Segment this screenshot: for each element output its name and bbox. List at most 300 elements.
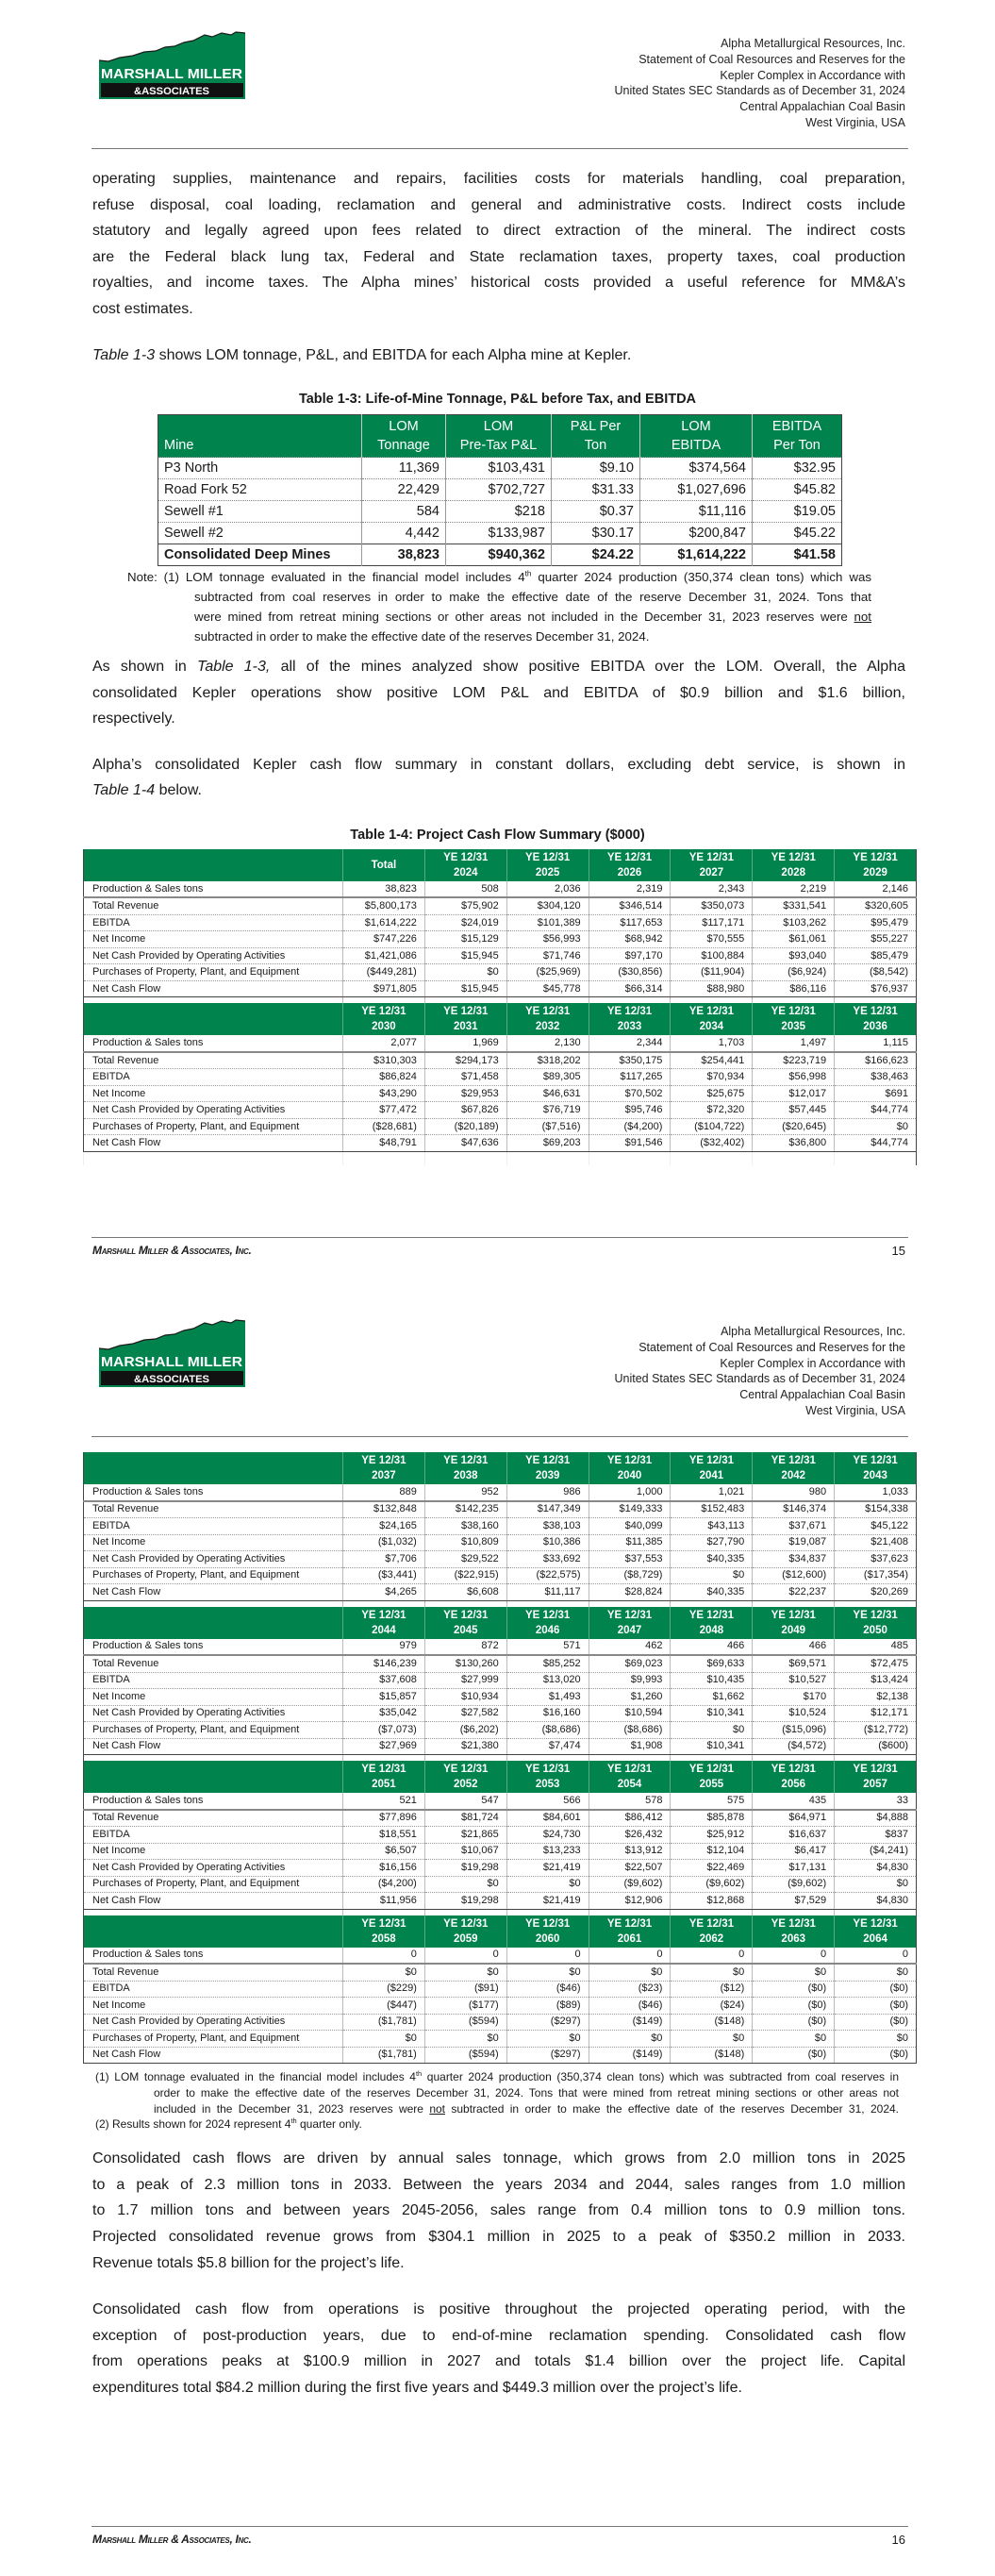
value-cell: $11,956: [343, 1893, 425, 1910]
value-cell: $84,601: [506, 1810, 589, 1827]
table-row: [84, 1052, 917, 1069]
header-line: 2045: [453, 1624, 478, 1636]
text-line: [92, 2172, 905, 2199]
page-16-body-flow: [0, 1452, 995, 2401]
row-label: Net Cash Provided by Operating Activities: [84, 1551, 343, 1568]
value-cell: ($4,572): [753, 1738, 835, 1755]
value-cell: $77,472: [343, 1102, 425, 1119]
header-line: YE 12/31: [771, 1455, 816, 1466]
value-cell: 575: [671, 1793, 753, 1810]
value-cell: $0: [835, 2031, 917, 2048]
value-cell: ($12,772): [835, 1722, 917, 1739]
row-label: Net Cash Flow: [84, 980, 343, 997]
value-cell: $166,623: [835, 1052, 917, 1069]
text-segment: subtracted from coal reserves in order to make the effective date of the reserve December 31, 2024. Tons that: [194, 590, 871, 604]
header-line: YE 12/31: [361, 1006, 406, 1018]
value-cell: ($0): [835, 2014, 917, 2031]
header-line: LOM: [483, 419, 514, 434]
paragraph-sales-tonnage: [92, 2146, 905, 2276]
value-cell: $318,202: [506, 1052, 589, 1069]
header-line: 2028: [781, 866, 806, 878]
value-cell: $88,980: [671, 980, 753, 997]
table-row: [84, 1998, 917, 2015]
period-header: [506, 1761, 589, 1793]
value-cell: $218: [446, 501, 552, 523]
value-cell: $45,778: [506, 980, 589, 997]
value-cell: $1,908: [589, 1738, 671, 1755]
empty-cell: [84, 1151, 343, 1165]
value-cell: $346,514: [589, 897, 671, 914]
period-header: [753, 1915, 835, 1948]
value-cell: $0: [671, 1722, 753, 1739]
text-segment: Consolidated cash flows are driven by annual sales tonnage, which grows from 2.0 million tons in 2025: [92, 2150, 905, 2167]
value-cell: $0: [753, 2031, 835, 2048]
header-line: 2038: [453, 1470, 478, 1481]
column-header: [552, 415, 640, 458]
header-line: West Virginia, USA: [805, 115, 905, 129]
value-cell: $38,103: [506, 1518, 589, 1535]
text-line: [92, 270, 905, 296]
value-cell: $6,507: [343, 1843, 425, 1860]
value-cell: ($20,645): [753, 1118, 835, 1135]
table-row: [84, 964, 917, 981]
value-cell: $75,902: [424, 897, 506, 914]
value-cell: $89,305: [506, 1069, 589, 1086]
text-segment: order to make the effective date of the reserves December 31, 2024. Tons that were mined from retreat mining sections or other areas not: [154, 2085, 899, 2099]
header-line: YE 12/31: [361, 1764, 406, 1775]
value-cell: $170: [753, 1689, 835, 1706]
header-line: 2049: [781, 1624, 806, 1636]
value-cell: $4,265: [343, 1584, 425, 1601]
total-value: $41.58: [753, 544, 842, 566]
value-cell: $22,507: [589, 1860, 671, 1877]
header-line: YE 12/31: [361, 1917, 406, 1930]
header-line: YE 12/31: [443, 851, 489, 863]
row-label: Purchases of Property, Plant, and Equipment: [84, 1876, 343, 1893]
value-cell: $133,987: [446, 523, 552, 544]
row-label-header: [84, 1761, 343, 1793]
text-segment: quarter 2024 production (350,374 clean tons) which was subtracted from coal reserves in: [422, 2070, 899, 2083]
header-line: 2054: [617, 1779, 642, 1790]
row-label: Net Cash Flow: [84, 1135, 343, 1152]
value-cell: $36,800: [753, 1135, 835, 1152]
header-line: Kepler Complex in Accordance with: [720, 68, 905, 82]
table-1-3-note: [127, 567, 871, 646]
value-cell: 986: [506, 1484, 589, 1501]
period-header: [589, 1003, 671, 1035]
table-1-4-cash-flow: [83, 849, 917, 1165]
value-cell: $45,122: [835, 1518, 917, 1535]
row-label: Net Cash Flow: [84, 1738, 343, 1755]
header-line: YE 12/31: [853, 851, 898, 863]
value-cell: ($148): [671, 2047, 753, 2064]
row-label: Net Cash Provided by Operating Activities: [84, 1102, 343, 1119]
table-row: [84, 2031, 917, 2048]
value-cell: ($594): [424, 2047, 506, 2064]
period-header: [753, 849, 835, 881]
value-cell: 485: [835, 1639, 917, 1656]
value-cell: $19,087: [753, 1534, 835, 1551]
value-cell: $6,608: [424, 1584, 506, 1601]
value-cell: ($8,729): [589, 1567, 671, 1584]
period-header: [424, 1452, 506, 1484]
header-line: EBITDA: [771, 419, 822, 434]
value-cell: ($8,686): [506, 1722, 589, 1739]
header-line: 2063: [781, 1932, 806, 1945]
header-line: YE 12/31: [688, 1917, 735, 1930]
value-cell: $72,320: [671, 1102, 753, 1119]
value-cell: ($20,189): [424, 1118, 506, 1135]
value-cell: $0: [671, 1964, 753, 1981]
value-cell: $24,019: [424, 914, 506, 931]
row-label: Total Revenue: [84, 1655, 343, 1672]
row-label: Purchases of Property, Plant, and Equipment: [84, 964, 343, 981]
value-cell: ($1,032): [343, 1534, 425, 1551]
value-cell: $28,824: [589, 1584, 671, 1601]
header-line: Pre-Tax P&L: [459, 438, 538, 453]
header-line: United States SEC Standards as of December 31, 2024: [614, 84, 905, 98]
value-cell: ($28,681): [343, 1118, 425, 1135]
header-line: Statement of Coal Resources and Reserves for the: [638, 1340, 905, 1354]
header-line: 2044: [372, 1624, 396, 1636]
superscript: th: [415, 2069, 423, 2078]
value-cell: $10,341: [671, 1738, 753, 1755]
text-segment: shows LOM tonnage, P&L, and EBITDA for each Alpha mine at Kepler.: [155, 347, 632, 363]
period-header: [671, 1452, 753, 1484]
value-cell: $21,408: [835, 1534, 917, 1551]
column-header: [446, 415, 552, 458]
period-header: [343, 1761, 425, 1793]
value-cell: $19,298: [424, 1893, 506, 1910]
text-segment: statutory and legally agreed upon fees related to direct extraction of the mineral. The indirect costs: [92, 223, 905, 240]
value-cell: $0: [589, 1964, 671, 1981]
value-cell: $13,424: [835, 1672, 917, 1689]
text-line: [127, 567, 871, 587]
empty-cell: [589, 1151, 671, 1165]
period-header: [506, 1607, 589, 1639]
period-header: [506, 1452, 589, 1484]
value-cell: 0: [671, 1948, 753, 1965]
period-header: [835, 1761, 917, 1793]
value-cell: 0: [753, 1948, 835, 1965]
mine-name: Road Fork 52: [158, 479, 362, 501]
value-cell: $254,441: [671, 1052, 753, 1069]
value-cell: $200,847: [640, 523, 753, 544]
header-line: 2033: [617, 1021, 642, 1033]
table-1-3: [158, 414, 842, 566]
value-cell: $11,117: [506, 1584, 589, 1601]
text-segment: to a peak of 2.3 million tons in 2033. Between the years 2034 and 2044, sales ranges from 1.0 million: [92, 2176, 905, 2193]
value-cell: $1,614,222: [343, 914, 425, 931]
text-segment: quarter 2024 production (350,374 clean tons) which was: [531, 570, 871, 584]
value-cell: $1,027,696: [640, 479, 753, 501]
text-segment: operating supplies, maintenance and repairs, facilities costs for materials handling, coal preparation,: [92, 171, 905, 187]
header-line: Per Ton: [773, 438, 821, 453]
table-row: [84, 881, 917, 898]
value-cell: $0: [343, 1964, 425, 1981]
value-cell: ($22,915): [424, 1567, 506, 1584]
row-label: Net Income: [84, 1085, 343, 1102]
value-cell: $13,233: [506, 1843, 589, 1860]
table-1-4-continued: [83, 1452, 917, 2064]
period-header: [589, 1452, 671, 1484]
text-segment: cost estimates.: [92, 300, 193, 317]
value-cell: $71,746: [506, 947, 589, 964]
svg-text:&ASSOCIATES: &ASSOCIATES: [134, 1374, 209, 1385]
row-label: Purchases of Property, Plant, and Equipment: [84, 1118, 343, 1135]
text-line: [92, 680, 905, 707]
value-cell: $11,385: [589, 1534, 671, 1551]
text-segment: royalties, and income taxes. The Alpha mines’ historical costs provided a useful reference for MM&A’s: [92, 275, 905, 292]
header-line: YE 12/31: [443, 1006, 489, 1018]
value-cell: ($177): [424, 1998, 506, 2015]
header-line: YE 12/31: [853, 1455, 898, 1466]
value-cell: ($1,781): [343, 2014, 425, 2031]
page-15-body-flow: [0, 391, 995, 1165]
text-segment: Consolidated cash flow from operations is positive throughout the projected operating period, with the: [92, 2301, 905, 2318]
value-cell: $10,067: [424, 1843, 506, 1860]
table-row: [84, 1738, 917, 1755]
header-line: 2047: [617, 1624, 642, 1636]
value-cell: $0: [424, 1964, 506, 1981]
value-cell: $5,800,173: [343, 897, 425, 914]
header-line: YE 12/31: [361, 1455, 406, 1466]
empty-cell: [753, 1151, 835, 1165]
value-cell: $10,524: [753, 1705, 835, 1722]
period-header: [671, 1915, 753, 1948]
total-label: Consolidated Deep Mines: [158, 544, 362, 566]
value-cell: 2,343: [671, 881, 753, 898]
table-row: [84, 1518, 917, 1535]
table-row: [84, 1964, 917, 1981]
header-line: 2040: [617, 1470, 642, 1481]
value-cell: $31.33: [552, 479, 640, 501]
value-cell: ($104,722): [671, 1118, 753, 1135]
header-line: 2059: [453, 1932, 478, 1945]
header-line: 2060: [535, 1932, 560, 1945]
row-label: Net Cash Provided by Operating Activities: [84, 2014, 343, 2031]
value-cell: 33: [835, 1793, 917, 1810]
value-cell: $38,160: [424, 1518, 506, 1535]
value-cell: $0: [835, 1876, 917, 1893]
row-label: Production & Sales tons: [84, 1639, 343, 1656]
paragraph-ebitda-summary: [92, 654, 905, 732]
row-label: Total Revenue: [84, 1964, 343, 1981]
value-cell: 2,344: [589, 1035, 671, 1052]
value-cell: $29,522: [424, 1551, 506, 1568]
period-header: [753, 1003, 835, 1035]
page-16: [0, 1288, 995, 2576]
value-cell: $26,432: [589, 1827, 671, 1844]
value-cell: $350,175: [589, 1052, 671, 1069]
text-segment: quarter only.: [296, 2117, 362, 2132]
value-cell: $86,412: [589, 1810, 671, 1827]
period-header: [671, 1003, 753, 1035]
header-line: YE 12/31: [524, 1609, 571, 1621]
total-value: $1,614,222: [640, 544, 753, 566]
text-line: [95, 2116, 899, 2133]
value-cell: $10,594: [589, 1705, 671, 1722]
period-header: [424, 1003, 506, 1035]
value-cell: ($0): [753, 1998, 835, 2015]
document-header: [614, 1324, 905, 1419]
value-cell: ($297): [506, 2047, 589, 2064]
value-cell: $71,458: [424, 1069, 506, 1086]
value-cell: $1,493: [506, 1689, 589, 1706]
value-cell: $37,553: [589, 1551, 671, 1568]
value-cell: $0: [343, 2031, 425, 2048]
value-cell: ($449,281): [343, 964, 425, 981]
value-cell: ($594): [424, 2014, 506, 2031]
row-label: EBITDA: [84, 914, 343, 931]
row-label: Total Revenue: [84, 1052, 343, 1069]
empty-cell: [424, 1151, 506, 1165]
value-cell: $22,469: [671, 1860, 753, 1877]
header-line: 2043: [863, 1470, 887, 1481]
period-header: [671, 1761, 753, 1793]
header-line: LOM: [681, 419, 711, 434]
value-cell: $67,826: [424, 1102, 506, 1119]
text-segment: subtracted in order to make the effective date of the reserves December 31, 2024.: [445, 2101, 899, 2116]
text-segment: respectively.: [92, 711, 175, 728]
period-header: [753, 1452, 835, 1484]
table-row: [84, 1639, 917, 1656]
row-label: Net Income: [84, 931, 343, 948]
value-cell: $70,934: [671, 1069, 753, 1086]
value-cell: 578: [589, 1793, 671, 1810]
text-segment: not: [854, 610, 871, 624]
value-cell: 1,497: [753, 1035, 835, 1052]
value-cell: $15,129: [424, 931, 506, 948]
value-cell: $64,971: [753, 1810, 835, 1827]
text-line: [92, 2323, 905, 2350]
text-segment: consolidated Kepler operations show positive LOM P&L and EBITDA of $0.9 billion and $1.6 billion,: [92, 684, 905, 701]
value-cell: $45.22: [753, 523, 842, 544]
value-cell: ($3,441): [343, 1567, 425, 1584]
value-cell: ($148): [671, 2014, 753, 2031]
value-cell: $86,116: [753, 980, 835, 997]
text-segment: expenditures total $84.2 million during the first five years and $449.3 million over the project’s life.: [92, 2379, 742, 2396]
header-line: Alpha Metallurgical Resources, Inc.: [721, 1325, 905, 1338]
value-cell: $16,156: [343, 1860, 425, 1877]
row-label: Total Revenue: [84, 897, 343, 914]
period-header: [753, 1761, 835, 1793]
header-line: 2057: [863, 1779, 887, 1790]
svg-text:MARSHALL MILLER: MARSHALL MILLER: [101, 1354, 243, 1370]
row-label-header: [84, 1607, 343, 1639]
value-cell: $85,252: [506, 1655, 589, 1672]
header-line: YE 12/31: [688, 851, 735, 863]
value-cell: 1,021: [671, 1484, 753, 1501]
value-cell: $37,623: [835, 1551, 917, 1568]
header-line: YE 12/31: [443, 1917, 489, 1930]
table-row: [84, 1567, 917, 1584]
value-cell: $91,546: [589, 1135, 671, 1152]
value-cell: ($0): [835, 2047, 917, 2064]
value-cell: ($600): [835, 1738, 917, 1755]
header-line: Alpha Metallurgical Resources, Inc.: [721, 37, 905, 50]
header-line: YE 12/31: [443, 1455, 489, 1466]
text-segment: (2) Results shown for 2024 represent 4: [95, 2117, 291, 2132]
value-cell: $21,419: [506, 1893, 589, 1910]
value-cell: ($30,856): [589, 964, 671, 981]
paragraph-cashflow-intro: [92, 752, 905, 804]
superscript: th: [524, 569, 532, 578]
value-cell: $72,475: [835, 1655, 917, 1672]
text-line: [92, 218, 905, 244]
total-value: $940,362: [446, 544, 552, 566]
row-label: EBITDA: [84, 1518, 343, 1535]
value-cell: $37,608: [343, 1672, 425, 1689]
value-cell: $40,099: [589, 1518, 671, 1535]
column-header: [158, 415, 362, 458]
value-cell: $68,942: [589, 931, 671, 948]
table-row: [84, 1843, 917, 1860]
value-cell: 584: [362, 501, 446, 523]
text-segment: exception of post-production years, due to end-of-mine reclamation spending. Consolidated cash flow: [92, 2327, 905, 2344]
value-cell: $132,848: [343, 1501, 425, 1518]
value-cell: $0: [753, 1964, 835, 1981]
value-cell: $19.05: [753, 501, 842, 523]
row-label: Net Cash Provided by Operating Activities: [84, 1705, 343, 1722]
value-cell: ($12): [671, 1981, 753, 1998]
value-cell: $149,333: [589, 1501, 671, 1518]
value-cell: $95,746: [589, 1102, 671, 1119]
header-line: 2050: [863, 1624, 887, 1636]
header-line: 2051: [372, 1779, 396, 1790]
value-cell: $12,171: [835, 1705, 917, 1722]
header-line: 2041: [699, 1470, 724, 1481]
value-cell: $100,884: [671, 947, 753, 964]
row-label: Purchases of Property, Plant, and Equipment: [84, 2031, 343, 2048]
header-line: 2034: [699, 1021, 724, 1033]
value-cell: 466: [671, 1639, 753, 1656]
header-line: Central Appalachian Coal Basin: [739, 1388, 905, 1402]
period-header: [589, 1607, 671, 1639]
value-cell: $69,571: [753, 1655, 835, 1672]
value-cell: $22,237: [753, 1584, 835, 1601]
header-line: YE 12/31: [606, 1917, 653, 1930]
header-line: YE 12/31: [771, 1764, 816, 1775]
table-row: [84, 947, 917, 964]
value-cell: $25,675: [671, 1085, 753, 1102]
value-cell: $85,878: [671, 1810, 753, 1827]
value-cell: ($24): [671, 1998, 753, 2015]
period-header: [589, 1761, 671, 1793]
header-line: 2032: [535, 1021, 560, 1033]
text-line: [92, 2375, 905, 2401]
header-line: 2061: [617, 1932, 642, 1945]
table-header-row: [158, 415, 842, 458]
table-row: [84, 1534, 917, 1551]
row-label: Total Revenue: [84, 1501, 343, 1518]
row-label: Total Revenue: [84, 1810, 343, 1827]
header-line: 2046: [535, 1624, 560, 1636]
text-line: [95, 2069, 899, 2085]
value-cell: $35,042: [343, 1705, 425, 1722]
row-label: Net Income: [84, 1998, 343, 2015]
value-cell: $142,235: [424, 1501, 506, 1518]
value-cell: $0: [424, 1876, 506, 1893]
period-header: [424, 1761, 506, 1793]
mine-name: Sewell #2: [158, 523, 362, 544]
value-cell: ($149): [589, 2047, 671, 2064]
header-line: Total: [371, 859, 397, 871]
footer-company: Marshall Miller & Associates, Inc.: [92, 2533, 252, 2546]
table-row: [84, 1810, 917, 1827]
header-line: YE 12/31: [443, 1764, 489, 1775]
period-header: [835, 1915, 917, 1948]
